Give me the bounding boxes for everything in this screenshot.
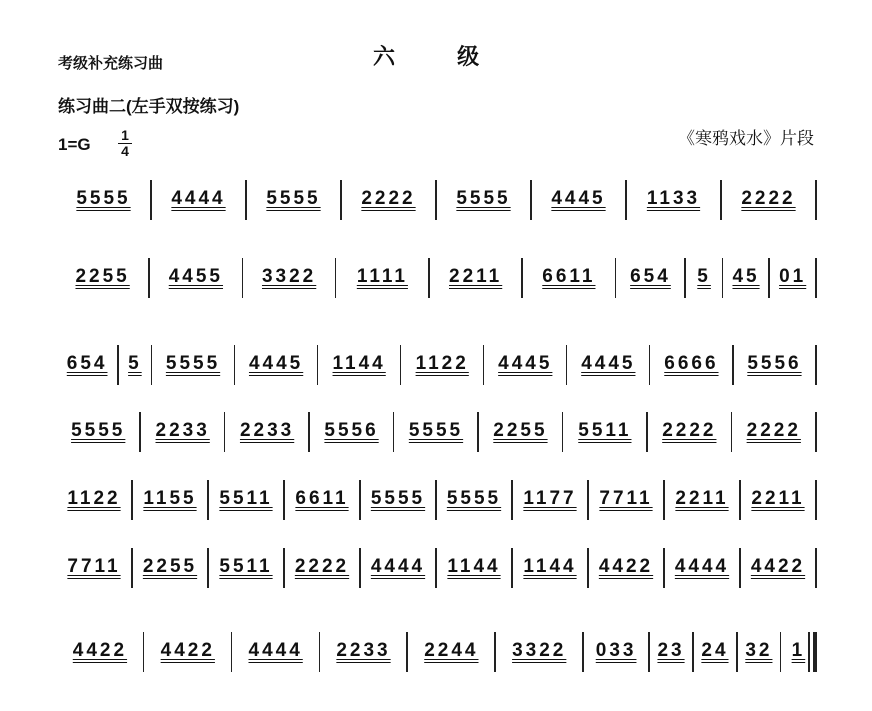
measure — [232, 632, 320, 676]
measure — [733, 345, 816, 389]
measure — [429, 258, 522, 302]
measure — [616, 258, 686, 302]
measure — [208, 548, 284, 592]
measure-notes: 2255 — [75, 266, 130, 287]
measure-notes: 654 — [630, 266, 671, 287]
measure — [626, 180, 721, 224]
measure — [56, 345, 118, 389]
measure-notes: 4445 — [551, 188, 606, 209]
measure — [336, 258, 429, 302]
measure-notes: 2233 — [336, 640, 391, 661]
measure — [588, 548, 664, 592]
measure-notes: 01 — [779, 266, 807, 287]
measure-notes: 5555 — [408, 420, 464, 441]
exercise-title: 练习曲二(左手双按练习) — [58, 97, 240, 116]
staff-row — [56, 345, 816, 389]
measure-notes: 5511 — [578, 420, 632, 441]
measure-notes: 5555 — [370, 488, 426, 509]
measure — [360, 548, 436, 592]
key-signature: 1=G — [58, 135, 91, 154]
measure-notes: 4422 — [598, 556, 654, 577]
measure — [407, 632, 495, 676]
measure-notes: 1111 — [356, 266, 408, 287]
measure — [740, 480, 816, 524]
measure — [56, 548, 132, 592]
measure-notes: 4422 — [750, 556, 806, 577]
measure-notes: 4455 — [168, 266, 224, 287]
measure-notes: 6611 — [542, 266, 596, 287]
time-signature — [118, 128, 132, 159]
measure — [208, 480, 284, 524]
measure-notes: 2222 — [361, 188, 416, 209]
measure — [246, 180, 341, 224]
measure — [583, 632, 649, 676]
measure-notes: 1144 — [523, 556, 577, 577]
measure — [649, 632, 693, 676]
measure — [151, 180, 246, 224]
measure — [235, 345, 318, 389]
measure — [567, 345, 650, 389]
measure — [132, 548, 208, 592]
measure-notes: 5555 — [266, 188, 321, 209]
measure — [132, 480, 208, 524]
measure — [436, 180, 531, 224]
time-signature-bottom: 4 — [121, 143, 129, 159]
measure-notes: 2233 — [155, 420, 210, 441]
measure-notes: 4445 — [248, 353, 304, 374]
measure-notes: 5 — [697, 266, 711, 287]
measure-notes: 4444 — [370, 556, 426, 577]
measure — [56, 258, 149, 302]
measure-notes: 5555 — [446, 488, 502, 509]
measure-notes: 033 — [595, 640, 637, 661]
measure-notes: 1155 — [143, 488, 197, 509]
measure-notes: 5 — [128, 353, 142, 374]
barline — [815, 412, 817, 452]
measure-notes: 1 — [791, 640, 806, 661]
measure — [531, 180, 626, 224]
staff-row — [56, 258, 816, 302]
measure — [243, 258, 336, 302]
measure — [284, 548, 360, 592]
barline — [815, 345, 817, 385]
measure-notes: 7711 — [67, 556, 121, 577]
measure — [737, 632, 781, 676]
measure-notes: 1133 — [646, 188, 701, 209]
measure-notes: 4444 — [171, 188, 226, 209]
time-signature-top: 1 — [121, 127, 129, 143]
measure — [436, 480, 512, 524]
measure — [149, 258, 242, 302]
measure — [664, 548, 740, 592]
source-attribution: 《寒鸦戏水》片段 — [678, 129, 814, 148]
measure — [144, 632, 232, 676]
staff-row — [56, 632, 816, 676]
measure-notes: 2211 — [751, 488, 805, 509]
barline — [815, 480, 817, 520]
collection-label: 考级补充练习曲 — [58, 55, 164, 72]
measure — [723, 258, 770, 302]
measure-notes: 4422 — [72, 640, 128, 661]
measure-notes: 1177 — [523, 488, 577, 509]
measure — [56, 180, 151, 224]
measure — [512, 480, 588, 524]
measure — [401, 345, 484, 389]
measure — [118, 345, 151, 389]
measure-notes: 2211 — [449, 266, 503, 287]
measure-notes: 5555 — [456, 188, 511, 209]
measure — [436, 548, 512, 592]
measure — [56, 632, 144, 676]
measure-notes: 7711 — [599, 488, 653, 509]
measure — [588, 480, 664, 524]
measure-notes: 1122 — [415, 353, 469, 374]
measure — [152, 345, 235, 389]
staff-row — [56, 480, 816, 524]
measure-notes: 2222 — [662, 420, 717, 441]
measure — [647, 412, 731, 456]
measure — [650, 345, 733, 389]
measure — [394, 412, 478, 456]
measure-notes: 2222 — [741, 188, 796, 209]
measure — [140, 412, 224, 456]
measure-notes: 1144 — [447, 556, 501, 577]
staff-row — [56, 180, 816, 224]
page-title: 六 级 — [373, 44, 508, 69]
measure — [225, 412, 309, 456]
measure-notes: 5511 — [219, 488, 273, 509]
measure — [341, 180, 436, 224]
measure-notes: 2222 — [294, 556, 350, 577]
measure — [769, 258, 816, 302]
measure-notes: 4444 — [248, 640, 303, 661]
measure-notes: 6611 — [295, 488, 349, 509]
measure — [495, 632, 583, 676]
measure-notes: 3322 — [512, 640, 567, 661]
measure — [721, 180, 816, 224]
measure-notes: 5556 — [747, 353, 802, 374]
measure-notes: 5555 — [76, 188, 131, 209]
measure-notes: 1122 — [67, 488, 121, 509]
measure-notes: 3322 — [261, 266, 317, 287]
measure — [740, 548, 816, 592]
measure — [56, 412, 140, 456]
measure-notes: 2255 — [493, 420, 548, 441]
measure — [284, 480, 360, 524]
measure-notes: 2255 — [142, 556, 198, 577]
measure-notes: 2233 — [239, 420, 295, 441]
measure-notes: 2244 — [424, 640, 479, 661]
barline — [815, 258, 817, 298]
measure — [478, 412, 562, 456]
measure — [320, 632, 408, 676]
measure — [56, 480, 132, 524]
measure — [664, 480, 740, 524]
measure-notes: 5511 — [219, 556, 273, 577]
measure — [781, 632, 816, 676]
measure-notes: 23 — [657, 640, 685, 661]
measure-notes: 32 — [745, 640, 773, 661]
measure — [693, 632, 737, 676]
measure — [732, 412, 816, 456]
measure — [484, 345, 567, 389]
measure-notes: 5556 — [324, 420, 379, 441]
staff-row — [56, 548, 816, 592]
measure-notes: 45 — [732, 266, 760, 287]
final-barline-thick — [813, 632, 817, 672]
staff-row — [56, 412, 816, 456]
measure-notes: 4445 — [498, 353, 553, 374]
measure — [360, 480, 436, 524]
barline — [815, 548, 817, 588]
measure-notes: 654 — [66, 353, 108, 374]
measure — [309, 412, 393, 456]
measure — [563, 412, 647, 456]
measure-notes: 2222 — [746, 420, 801, 441]
measure-notes: 1144 — [332, 353, 386, 374]
measure-notes: 4444 — [674, 556, 730, 577]
final-barline-thin — [808, 632, 810, 672]
measure-notes: 5555 — [71, 420, 126, 441]
barline — [815, 180, 817, 220]
measure-notes: 24 — [701, 640, 729, 661]
measure-notes: 6666 — [664, 353, 719, 374]
measure-notes: 4445 — [581, 353, 636, 374]
measure-notes: 2211 — [675, 488, 729, 509]
measure-notes: 4422 — [160, 640, 215, 661]
measure-notes: 5555 — [165, 353, 221, 374]
measure — [512, 548, 588, 592]
measure — [318, 345, 401, 389]
measure — [685, 258, 722, 302]
measure — [522, 258, 615, 302]
